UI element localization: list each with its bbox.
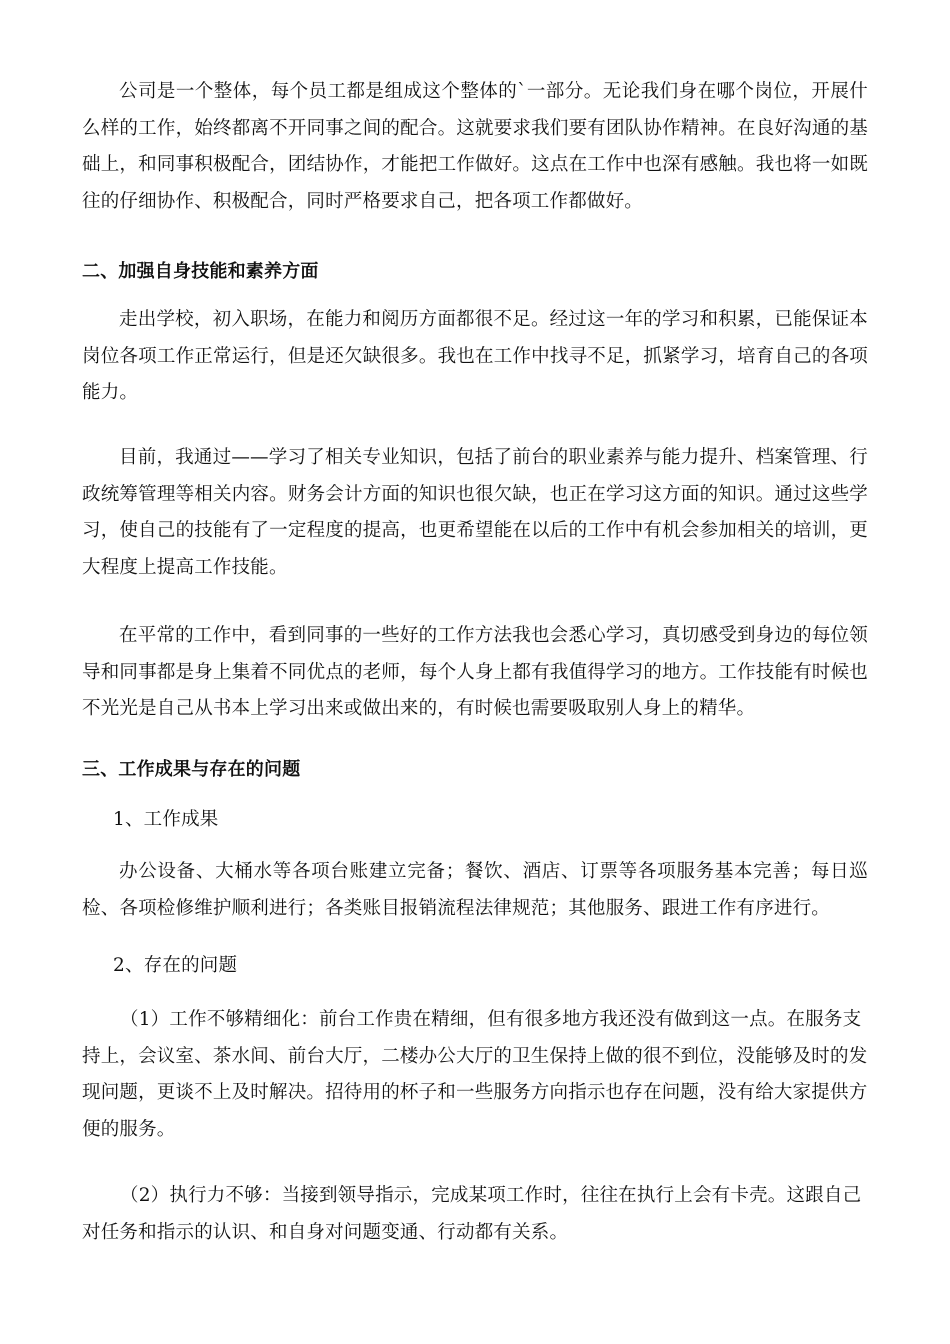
paragraph-learn-from-colleagues: 在平常的工作中，看到同事的一些好的工作方法我也会悉心学习，真切感受到身边的每位领导和同事都是身上集着不同优点的老师，每个人身上都有我值得学习的地方。工作技能有时候也不光光是自己从书本上学习出来或做出来的，有时候也需要吸取别人身上的精华。 [82,625,868,719]
subheading-work-results: 1、工作成果 [113,809,219,830]
paragraph-current-study: 目前，我通过——学习了相关专业知识，包括了前台的职业素养与能力提升、档案管理、行政统筹管理等相关内容。财务会计方面的知识也很欠缺，也正在学习这方面的知识。通过这些学习，使自己的技能有了一定程度的提高，也更希望能在以后的工作中有机会参加相关的培训，更大程度上提高工作技能。 [82,447,868,578]
paragraph-work-results: 办公设备、大桶水等各项台账建立完备；餐饮、酒店、订票等各项服务基本完善；每日巡检、各项检修维护顺利进行；各类账目报销流程法律规范；其他服务、跟进工作有序进行。 [82,861,868,919]
section-heading-results-problems: 三、工作成果与存在的问题 [82,759,301,780]
section-heading-skills: 二、加强自身技能和素养方面 [82,261,319,282]
subheading-existing-problems: 2、存在的问题 [113,955,238,976]
paragraph-teamwork: 公司是一个整体，每个员工都是组成这个整体的`一部分。无论我们身在哪个岗位，开展什么样的工作，始终都离不开同事之间的配合。这就要求我们要有团队协作精神。在良好沟通的基础上，和同事积极配合，团结协作，才能把工作做好。这点在工作中也深有感触。我也将一如既往的仔细协作、积极配合，同时严格要求自己，把各项工作都做好。 [82,81,868,212]
paragraph-career-start: 走出学校，初入职场，在能力和阅历方面都很不足。经过这一年的学习和积累，已能保证本岗位各项工作正常运行，但是还欠缺很多。我也在工作中找寻不足，抓紧学习，培育自己的各项能力。 [82,309,868,403]
paragraph-problem-1: （1）工作不够精细化：前台工作贵在精细，但有很多地方我还没有做到这一点。在服务支持上，会议室、茶水间、前台大厅，二楼办公大厅的卫生保持上做的很不到位，没能够及时的发现问题，更谈不上及时解决。招待用的杯子和一些服务方向指示也存在问题，没有给大家提供方便的服务。 [82,1009,868,1140]
paragraph-problem-2: （2）执行力不够：当接到领导指示，完成某项工作时，往往在执行上会有卡壳。这跟自己对任务和指示的认识、和自身对问题变通、行动都有关系。 [82,1185,862,1243]
